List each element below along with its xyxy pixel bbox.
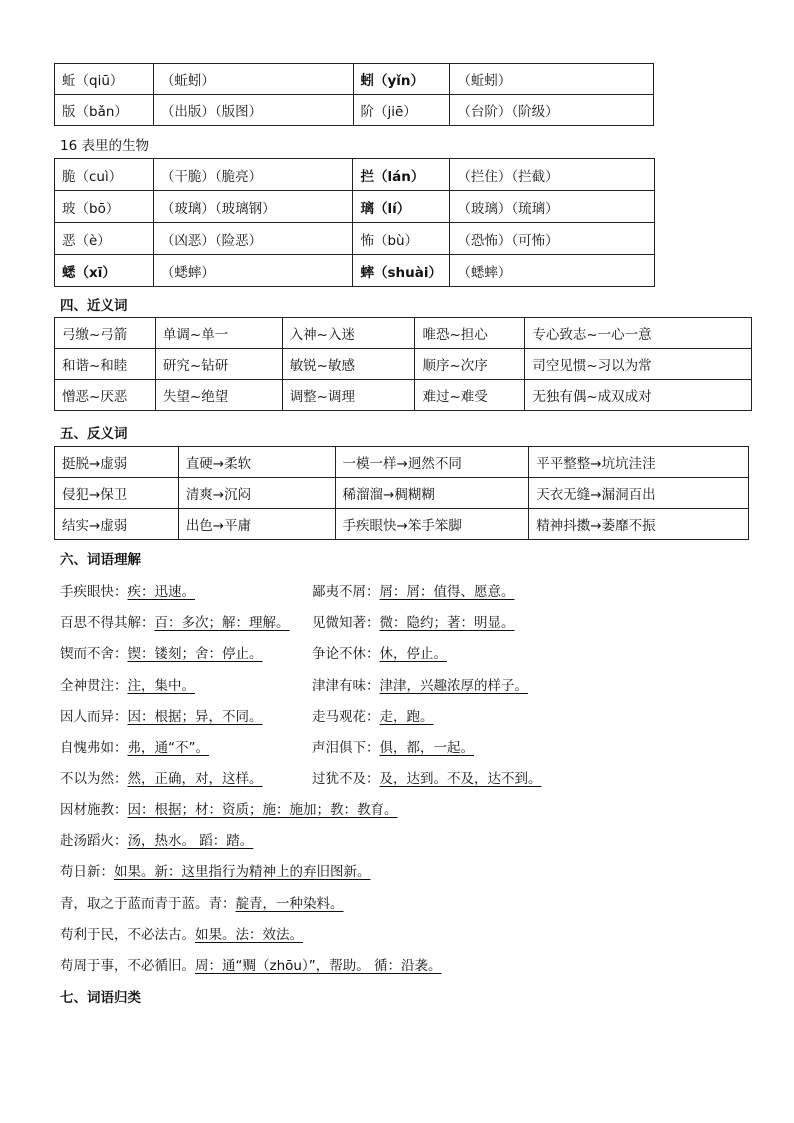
table-cell: 阶（jiē） [353, 95, 450, 126]
table-cell: 憎恶~厌恶 [55, 380, 156, 411]
definition: 周：通“赒（zhōu）”，帮助。 循：沿袭。 [195, 958, 442, 974]
table-cell: 璃（lí） [353, 191, 450, 223]
table-cell: （凶恶）（险恶） [153, 223, 353, 255]
table-row [55, 159, 655, 191]
table-cell: 清爽→沉闷 [178, 478, 335, 509]
term: 走马观花： [312, 709, 380, 725]
term: 苟日新： [60, 864, 114, 880]
definition: 俱，都，一起。 [379, 740, 474, 756]
table-cell: 唯恐~担心 [415, 318, 525, 349]
definition: 汤，热水。 蹈：踏。 [127, 833, 254, 849]
table-cell: 版（bǎn） [55, 95, 154, 126]
table-cell: 天衣无缝→漏洞百出 [529, 478, 749, 509]
table-row [55, 191, 655, 223]
term: 因材施教： [60, 802, 128, 818]
definition-line [60, 954, 442, 974]
definition: 津津，兴趣浓厚的样子。 [379, 678, 528, 694]
table-cell: 失望~绝望 [155, 380, 282, 411]
term: 因人而异： [60, 709, 128, 725]
table-cell: 和谐~和睦 [55, 349, 156, 380]
table-cell: 侵犯→保卫 [55, 478, 179, 509]
table-cell: 弓缴~弓箭 [55, 318, 156, 349]
section-title: 16 表里的生物 [60, 138, 149, 154]
table-cell: 直硬→柔软 [178, 447, 335, 478]
table-cell: （出版）（版图） [153, 95, 353, 126]
definition-line [60, 798, 398, 818]
definition-line [60, 674, 528, 694]
table-cell: 入神~入迷 [282, 318, 415, 349]
section-title: 四、近义词 [60, 298, 128, 314]
table-cell: 研究~钻研 [155, 349, 282, 380]
table-cell: 出色→平庸 [178, 509, 335, 540]
definition: 微：隐约；著：明显。 [379, 615, 515, 631]
definition: 休，停止。 [379, 646, 447, 662]
table-cell: 挺脱→虚弱 [55, 447, 179, 478]
definition-line [60, 642, 447, 662]
table-cell: 蟀（shuài） [353, 255, 450, 287]
term: 全神贯注： [60, 678, 128, 694]
definition-line [60, 580, 515, 600]
definition-line [60, 705, 434, 725]
section-title: 七、词语归类 [60, 990, 141, 1006]
table-char-pinyin-1 [54, 63, 654, 126]
table-antonyms [54, 446, 749, 540]
definition: 因：根据；异，不同。 [127, 709, 263, 725]
table-cell: 稀溜溜→稠糊糊 [335, 478, 529, 509]
table-row [55, 478, 749, 509]
definition: 走，跑。 [379, 709, 434, 725]
term: 见微知著： [312, 615, 380, 631]
definition: 因：根据；材：资质；施：施加；教：教育。 [127, 802, 398, 818]
definition: 如果。法：效法。 [195, 927, 303, 943]
definition-line [60, 860, 371, 880]
table-cell: 怖（bù） [353, 223, 450, 255]
table-synonyms [54, 317, 752, 411]
definition: 疾：迅速。 [127, 584, 195, 600]
table-cell: （蟋蟀） [450, 255, 655, 287]
section-title: 五、反义词 [60, 426, 128, 442]
table-cell: （蟋蟀） [153, 255, 353, 287]
term: 锲而不舍： [60, 646, 128, 662]
definition: 靛青，一种染料。 [235, 896, 344, 912]
definition: 如果。新：这里指行为精神上的弃旧图新。 [114, 864, 371, 880]
definition-line [60, 923, 303, 943]
term: 青，取之于蓝而青于蓝。青： [60, 896, 236, 912]
table-cell: 蚓（yǐn） [353, 64, 450, 95]
definition: 注，集中。 [127, 678, 195, 694]
table-row [55, 380, 752, 411]
term: 百思不得其解： [60, 615, 155, 631]
definition-line [60, 611, 515, 631]
table-cell: （玻璃）（琉璃） [450, 191, 655, 223]
section-title: 六、词语理解 [60, 552, 141, 568]
table-cell: 手疾眼快→笨手笨脚 [335, 509, 529, 540]
table-row [55, 509, 749, 540]
table-row [55, 318, 752, 349]
definition-line [60, 767, 542, 787]
table-cell: 结实→虚弱 [55, 509, 179, 540]
table-cell: 平平整整→坑坑洼洼 [529, 447, 749, 478]
table-cell: （玻璃）（玻璃钢） [153, 191, 353, 223]
table-cell: （干脆）（脆亮） [153, 159, 353, 191]
table-row [55, 349, 752, 380]
term: 苟周于事，不必循旧。 [60, 958, 195, 974]
definition: 弗，通“不”。 [127, 740, 209, 756]
table-cell: 单调~单一 [155, 318, 282, 349]
definition: 屑：屑：值得、愿意。 [379, 584, 515, 600]
term: 苟利于民，不必法古。 [60, 927, 195, 943]
table-cell: 精神抖擞→萎靡不振 [529, 509, 749, 540]
table-cell: 拦（lán） [353, 159, 450, 191]
table-cell: 一模一样→迥然不同 [335, 447, 529, 478]
table-cell: 脆（cuì） [55, 159, 154, 191]
table-row [55, 95, 654, 126]
definition: 百：多次；解：理解。 [154, 615, 290, 631]
table-cell: 玻（bō） [55, 191, 154, 223]
table-row [55, 447, 749, 478]
term: 声泪俱下： [312, 740, 380, 756]
table-cell: 蚯（qiū） [55, 64, 154, 95]
table-cell: （蚯蚓） [153, 64, 353, 95]
table-cell: 司空见惯~习以为常 [525, 349, 752, 380]
definition: 锲：镂刻；舍：停止。 [127, 646, 263, 662]
table-cell: （台阶）（阶级） [450, 95, 654, 126]
table-cell: 蟋（xī） [55, 255, 154, 287]
table-row [55, 255, 655, 287]
definition: 然，正确，对，这样。 [127, 771, 263, 787]
table-cell: 调整~调理 [282, 380, 415, 411]
table-cell: 恶（è） [55, 223, 154, 255]
table-cell: 专心致志~一心一意 [525, 318, 752, 349]
definition: 及，达到。不及，达不到。 [379, 771, 542, 787]
table-cell: 顺序~次序 [415, 349, 525, 380]
definition-line [60, 736, 474, 756]
table-cell: （拦住）（拦截） [450, 159, 655, 191]
table-cell: （蚯蚓） [450, 64, 654, 95]
term: 不以为然： [60, 771, 128, 787]
term: 赴汤蹈火： [60, 833, 128, 849]
term: 鄙夷不屑： [312, 584, 380, 600]
table-cell: 无独有偶~成双成对 [525, 380, 752, 411]
term: 津津有味： [312, 678, 380, 694]
definition-line [60, 892, 344, 912]
table-row [55, 223, 655, 255]
term: 自愧弗如： [60, 740, 128, 756]
table-row [55, 64, 654, 95]
definition-line [60, 829, 253, 849]
table-cell: 难过~难受 [415, 380, 525, 411]
table-cell: 敏锐~敏感 [282, 349, 415, 380]
table-cell: （恐怖）（可怖） [450, 223, 655, 255]
table-char-pinyin-2 [54, 158, 655, 287]
term: 争论不休： [312, 646, 380, 662]
term: 过犹不及： [312, 771, 380, 787]
term: 手疾眼快： [60, 584, 128, 600]
